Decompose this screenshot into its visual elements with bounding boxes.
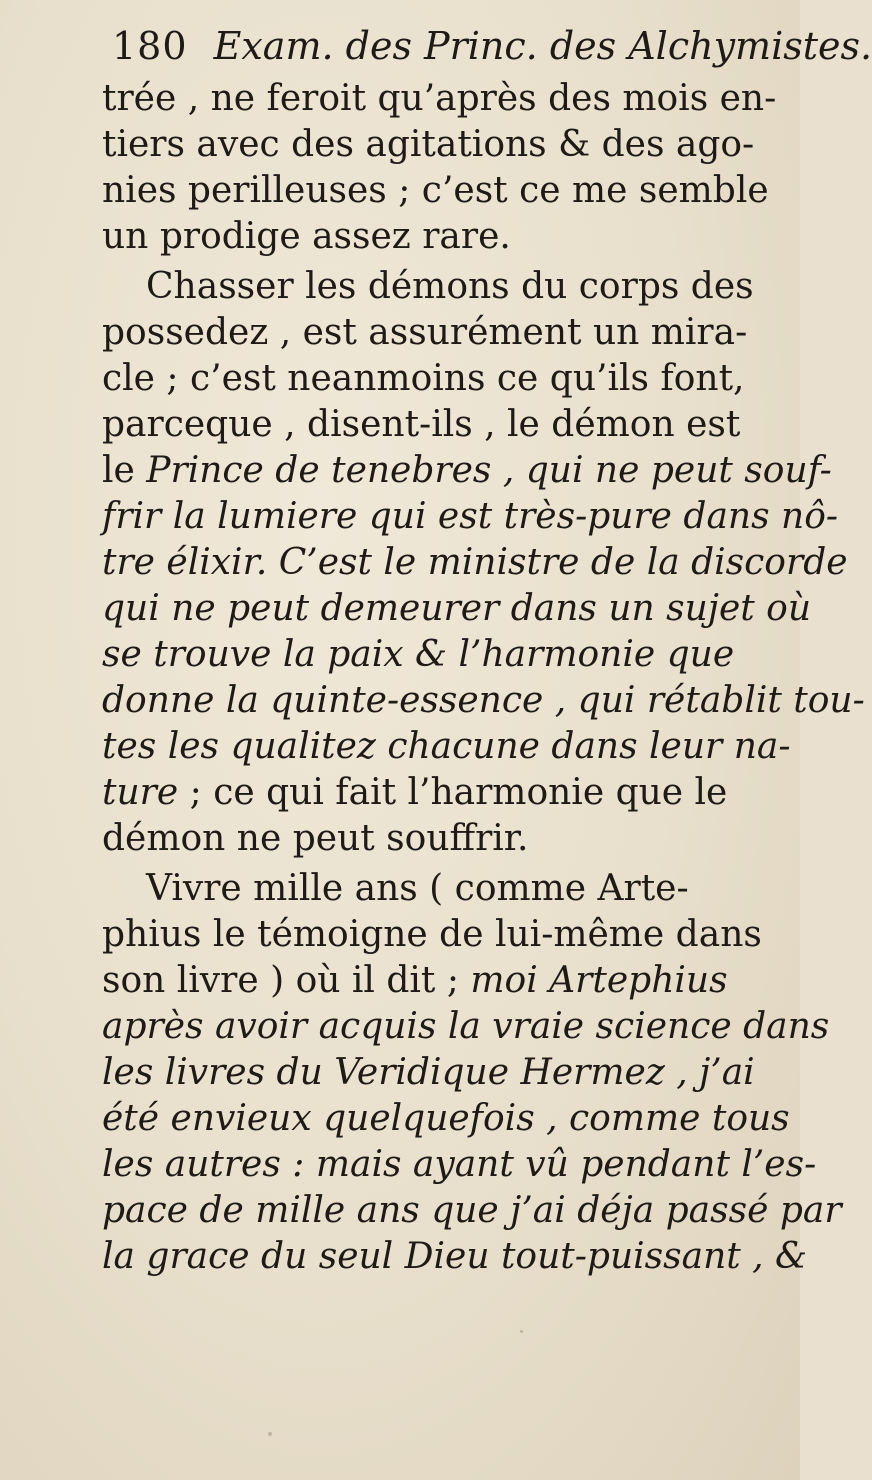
text-line: après avoir acquis la vraie science dans (102, 1006, 830, 1047)
page-header (112, 18, 872, 74)
text-line: ture ; ce qui fait l’harmonie que le (102, 772, 728, 813)
text-line: parceque , disent-ils , le démon est (102, 404, 741, 445)
running-title: Exam. des Princ. des Alchymistes. (213, 24, 872, 68)
text-line: tiers avec des agitations & des ago- (102, 124, 755, 165)
paper-speck (520, 1330, 523, 1333)
text-line: cle ; c’est neanmoins ce qu’ils font, (102, 358, 745, 399)
text-line: donne la quinte-essence , qui rétablit tou- (102, 680, 865, 721)
text-line: un prodige assez rare. (102, 216, 511, 257)
text-line: son livre ) où il dit ; moi Artephius (102, 960, 728, 1001)
page-number: 180 (112, 24, 188, 68)
text-line: possedez , est assurément un mira- (102, 312, 748, 353)
text-line: les livres du Veridique Hermez , j’ai (102, 1052, 755, 1093)
text-line: tes les qualitez chacune dans leur na- (102, 726, 791, 767)
text-line: les autres : mais ayant vû pendant l’es- (102, 1144, 817, 1185)
text-line: frir la lumiere qui est très-pure dans nô- (102, 496, 839, 537)
text-line: Vivre mille ans ( comme Arte- (146, 868, 689, 909)
text-line: se trouve la paix & l’harmonie que (102, 634, 735, 675)
text-line: été envieux quelquefois , comme tous (102, 1098, 790, 1139)
text-line: nies perilleuses ; c’est ce me semble (102, 170, 769, 211)
text-line: qui ne peut demeurer dans un sujet où (102, 588, 812, 629)
text-line: Chasser les démons du corps des (146, 266, 754, 307)
paper-speck (268, 1432, 272, 1436)
text-line: trée , ne feroit qu’après des mois en- (102, 78, 777, 119)
text-line: tre élixir. C’est le ministre de la discorde (102, 542, 848, 583)
text-line: phius le témoigne de lui-même dans (102, 914, 762, 955)
text-line: le Prince de tenebres , qui ne peut souf- (102, 450, 832, 491)
text-line: la grace du seul Dieu tout-puissant , & (102, 1236, 808, 1277)
text-line: pace de mille ans que j’ai déja passé par (102, 1190, 842, 1231)
text-line: démon ne peut souffrir. (102, 818, 529, 859)
